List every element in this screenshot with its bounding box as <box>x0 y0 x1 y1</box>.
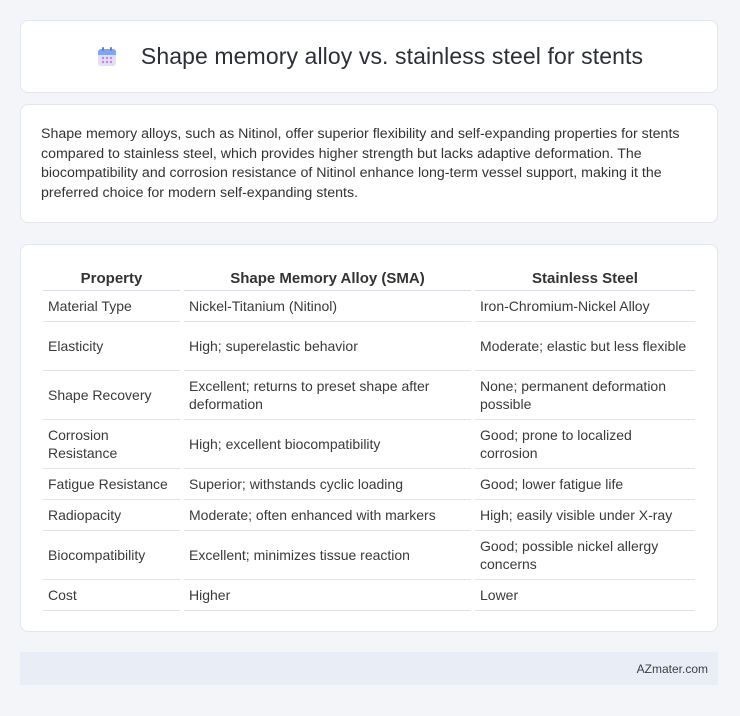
table-row <box>43 291 695 322</box>
footer <box>20 652 718 685</box>
sma-cell: High; excellent biocompatibility <box>184 420 471 469</box>
column-header-property: Property <box>43 265 180 291</box>
title-card <box>20 20 718 93</box>
table-row <box>43 371 695 420</box>
table-row <box>43 420 695 469</box>
steel-cell: None; permanent deformation possible <box>475 371 695 420</box>
property-cell: Cost <box>43 580 180 611</box>
steel-cell: Good; prone to localized corrosion <box>475 420 695 469</box>
steel-cell: Lower <box>475 580 695 611</box>
table-header-row <box>43 265 695 291</box>
sma-cell: Excellent; minimizes tissue reaction <box>184 531 471 580</box>
sma-cell: High; superelastic behavior <box>184 322 471 371</box>
calendar-icon <box>95 45 119 69</box>
column-header-stainless-steel: Stainless Steel <box>475 265 695 291</box>
table-row <box>43 500 695 531</box>
comparison-table <box>39 265 699 611</box>
property-cell: Shape Recovery <box>43 371 180 420</box>
summary-text: Shape memory alloys, such as Nitinol, offer superior flexibility and self-expanding properties for stents compared to stainless steel, which provides higher strength but lacks adaptive deformation. The biocompatibility and corrosion resistance of Nitinol enhance long-term vessel support, making it the preferred choice for modern self-expanding stents. <box>41 126 680 201</box>
steel-cell: Iron-Chromium-Nickel Alloy <box>475 291 695 322</box>
property-cell: Corrosion Resistance <box>43 420 180 469</box>
steel-cell: Good; possible nickel allergy concerns <box>475 531 695 580</box>
steel-cell: Good; lower fatigue life <box>475 469 695 500</box>
property-cell: Biocompatibility <box>43 531 180 580</box>
property-cell: Fatigue Resistance <box>43 469 180 500</box>
page-title: Shape memory alloy vs. stainless steel for stents <box>140 43 644 69</box>
steel-cell: High; easily visible under X-ray <box>475 500 695 531</box>
table-row <box>43 580 695 611</box>
property-cell: Elasticity <box>43 322 180 371</box>
comparison-table-card <box>20 244 718 632</box>
table-row <box>43 322 695 371</box>
sma-cell: Nickel-Titanium (Nitinol) <box>184 291 471 322</box>
summary-card <box>20 104 718 223</box>
property-cell: Radiopacity <box>43 500 180 531</box>
table-row <box>43 469 695 500</box>
steel-cell: Moderate; elastic but less flexible <box>475 322 695 371</box>
footer-brand: AZmater.com <box>636 661 708 676</box>
table-row <box>43 531 695 580</box>
sma-cell: Superior; withstands cyclic loading <box>184 469 471 500</box>
sma-cell: Higher <box>184 580 471 611</box>
sma-cell: Excellent; returns to preset shape after deformation <box>184 371 471 420</box>
sma-cell: Moderate; often enhanced with markers <box>184 500 471 531</box>
property-cell: Material Type <box>43 291 180 322</box>
column-header-sma: Shape Memory Alloy (SMA) <box>184 265 471 291</box>
